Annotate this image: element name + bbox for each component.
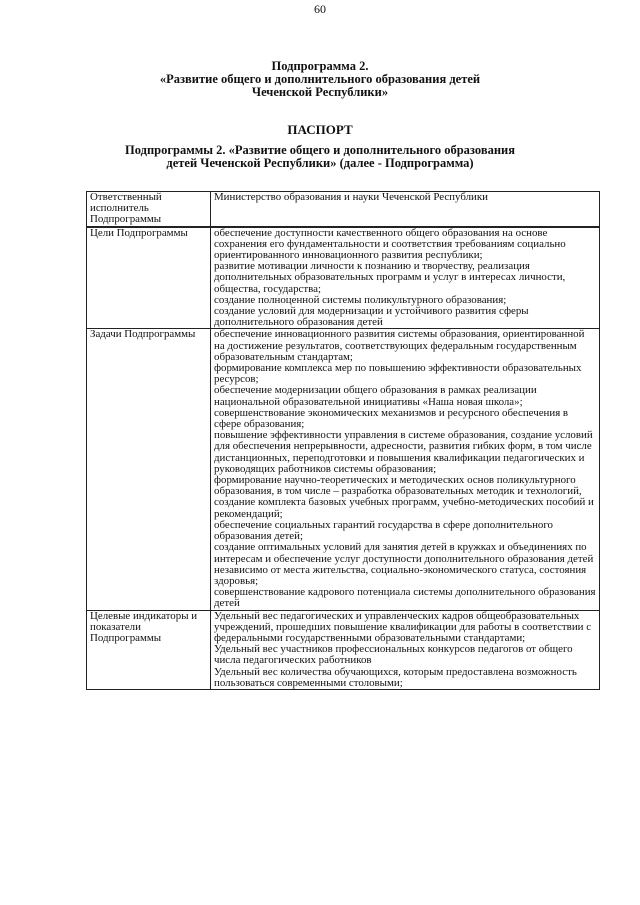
passport-table — [86, 191, 600, 690]
list-item: обеспечение доступности качественного общего образования на основе сохранения его фундаментальности и соответствия требованиям социально ориентированного инновационного развития республики; — [214, 226, 566, 262]
row-label: Задачи Подпрограммы — [87, 329, 211, 610]
list-item: развитие мотивации личности к познанию и творчеству, реализация дополнительных образовательных программ и услуг в интересах личности, общества, государства; — [214, 260, 566, 295]
list-item: создание полноценной системы поликультурного образования; — [214, 293, 507, 306]
list-item: совершенствование экономических механизмов и ресурсного обеспечения в сфере образования; — [214, 406, 569, 431]
subprogram-heading-line: «Развитие общего и дополнительного образования детей — [159, 72, 481, 86]
passport-subtitle-line: детей Чеченской Республики» (далее - Подпрограмма) — [166, 156, 474, 170]
list-item: Удельный вес количества обучающихся, которым предоставлена возможность пользоваться современными столовыми; — [214, 665, 577, 689]
passport-title: ПАСПОРТ — [287, 122, 353, 137]
list-item: обеспечение социальных гарантий государства в сфере дополнительного образования детей; — [214, 518, 553, 543]
table-row-indicators — [87, 610, 600, 689]
list-item: совершенствование кадрового потенциала системы дополнительного образования детей — [214, 586, 596, 610]
row-value — [211, 192, 600, 227]
subprogram-heading-line: Чеченской Республики» — [251, 85, 389, 99]
row-label: Целевые индикаторы и показатели Подпрограммы — [87, 610, 211, 689]
table-row-executor — [87, 192, 600, 227]
list-item: обеспечение модернизации общего образования в рамках реализации национальной образовательной инициативы «Наша новая школа»; — [214, 384, 537, 408]
list-item: Удельный вес участников профессиональных конкурсов педагогов от общего числа педагогических работников — [214, 643, 573, 667]
list-item: формирование научно-теоретических и методических основ поликультурного образования, в том числе – разработка образовательных методик и технологий, создание комплекта базовых учебных программ, учебно-методических пособий и рекомендаций; — [214, 474, 594, 520]
list-item: Удельный вес педагогических и управленческих кадров общеобразовательных учреждений, прошедших повышение квалификации для работы в соответствии с федеральными государственными образовательными стандартами; — [214, 609, 592, 644]
list-item: обеспечение инновационного развития системы образования, ориентированной на достижение результатов, соответствующих федеральным государственным образовательным стандартам; — [214, 328, 585, 363]
row-value — [211, 227, 600, 329]
passport-subtitle — [80, 144, 560, 170]
table-row-tasks — [87, 329, 600, 610]
row-label: Ответственный исполнитель Подпрограммы — [87, 192, 211, 227]
table-row-goals — [87, 227, 600, 329]
row-value — [211, 610, 600, 689]
row-label: Цели Подпрограммы — [87, 227, 211, 329]
list-item: повышение эффективности управления в системе образования, создание условий для обеспечения непрерывности, адресности, развития гибких форм, в том числе дистанционных, переподготовки и повышения квалификации педагогических и руководящих работников системы образования; — [214, 429, 593, 475]
page-number: 60 — [314, 2, 326, 16]
subprogram-heading-line: Подпрограмма 2. — [271, 59, 369, 73]
passport-subtitle-line: Подпрограммы 2. «Развитие общего и дополнительного образования — [125, 143, 515, 157]
row-value — [211, 329, 600, 610]
list-item: создание оптимальных условий для занятия детей в кружках и объединениях по интересам и обеспечение услуг доступности дополнительного образования детей независимо от места жительства, социально-экономического статуса, состояния здоровья; — [214, 541, 594, 587]
list-item: Министерство образования и науки Чеченской Республики — [214, 191, 488, 203]
list-item: создание условий для модернизации и устойчивого развития сферы дополнительного образования детей — [214, 305, 529, 329]
list-item: формирование комплекса мер по повышению эффективности образовательных ресурсов; — [214, 362, 582, 386]
subprogram-heading — [80, 60, 560, 99]
